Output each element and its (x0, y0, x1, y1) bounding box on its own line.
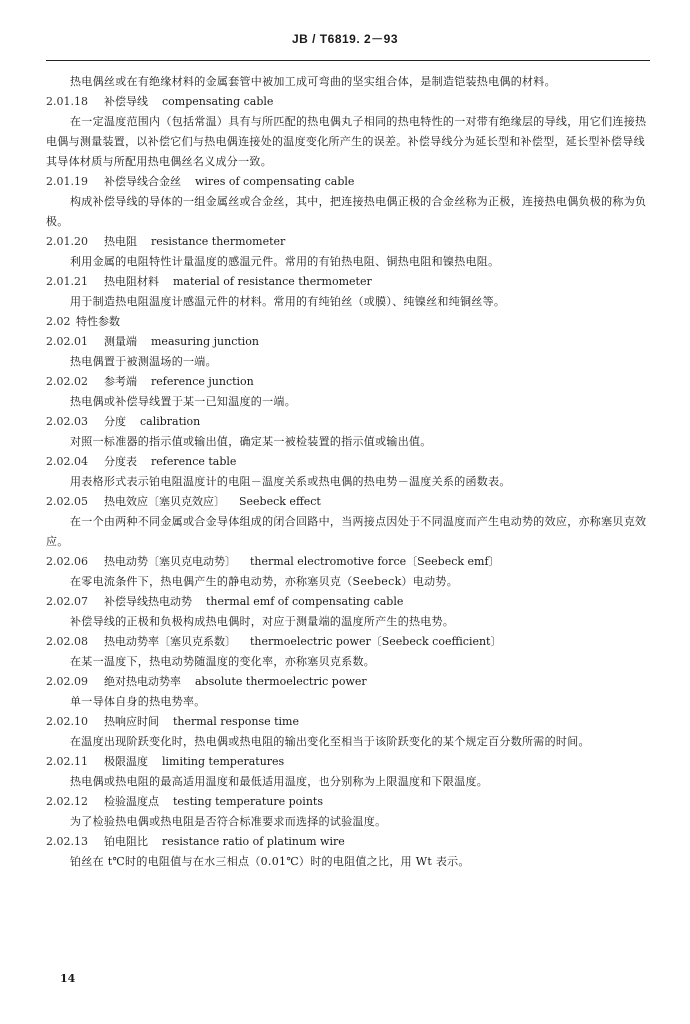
entry-definition: 用表格形式表示铂电阻温度计的电阻－温度关系或热电偶的热电势－温度关系的函数表。 (70, 475, 511, 488)
entry-term-en: material of resistance thermometer (173, 275, 372, 288)
entry-heading (46, 272, 650, 292)
entry-term-en: measuring junction (151, 335, 260, 348)
entry-number: 2.02.09 (46, 675, 88, 688)
entry-term-zh: 极限温度 (104, 755, 148, 768)
entry-term-zh: 热电阻 (104, 235, 137, 248)
section-title: 特性参数 (76, 315, 120, 328)
entry-heading (46, 592, 650, 612)
entry-term-zh: 热响应时间 (104, 715, 159, 728)
entry (46, 792, 650, 832)
entry (46, 372, 650, 412)
entry-number: 2.02.02 (46, 375, 88, 388)
entry-term-en: resistance ratio of platinum wire (162, 835, 345, 848)
entry-definition: 补偿导线的正极和负极构成热电偶时，对应于测量端的温度所产生的热电势。 (70, 615, 455, 628)
entry-number: 2.02.01 (46, 335, 88, 348)
entry-term-zh: 热电效应〔塞贝克效应〕 (104, 495, 225, 508)
header-rule (46, 60, 650, 61)
entry-term-en: reference table (151, 455, 237, 468)
entry (46, 632, 650, 672)
entry (46, 712, 650, 752)
entry-term-zh: 补偿导线 (104, 95, 148, 108)
entry (46, 752, 650, 792)
entry-term-en: absolute thermoelectric power (195, 675, 367, 688)
entry-definition: 铂丝在 t℃时的电阻值与在水三相点（0.01℃）时的电阻值之比，用 Wt 表示。 (70, 855, 470, 868)
entry-heading (46, 492, 650, 512)
entry (46, 592, 650, 632)
entry-term-zh: 参考端 (104, 375, 137, 388)
entry-number: 2.02.08 (46, 635, 88, 648)
entry (46, 172, 650, 232)
entry-definition: 构成补偿导线的导体的一组金属丝或合金丝，其中，把连接热电偶正极的合金丝称为正极，连接热电偶负极的称为负极。 (46, 195, 647, 228)
page-header: JB / T6819. 2－93 (291, 32, 399, 46)
entry (46, 492, 650, 552)
entry-definition: 在一个由两种不同金属或合金导体组成的闭合回路中，当两接点因处于不同温度而产生电动势的效应，亦称塞贝克效应。 (46, 515, 647, 548)
entry (46, 332, 650, 372)
entry-term-zh: 分度 (104, 415, 126, 428)
entry-term-zh: 补偿导线合金丝 (104, 175, 181, 188)
entry-heading (46, 632, 650, 652)
entry-term-zh: 补偿导线热电动势 (104, 595, 192, 608)
entry (46, 92, 650, 172)
entry-number: 2.02.12 (46, 795, 88, 808)
entry-definition: 利用金属的电阻特性计量温度的感温元件。常用的有铂热电阻、铜热电阻和镍热电阻。 (70, 255, 500, 268)
entry-number: 2.02.05 (46, 495, 88, 508)
entry-heading (46, 552, 650, 572)
entry-number: 2.02.13 (46, 835, 88, 848)
section-heading (46, 312, 650, 332)
entry-term-en: limiting temperatures (162, 755, 285, 768)
entry-number: 2.01.18 (46, 95, 88, 108)
page-number: 14 (60, 972, 76, 985)
entry-heading (46, 332, 650, 352)
entry-definition: 热电偶或热电阻的最高适用温度和最低适用温度，也分别称为上限温度和下限温度。 (70, 775, 489, 788)
entry-definition: 用于制造热电阻温度计感温元件的材料。常用的有纯铂丝（或膜）、纯镍丝和纯铜丝等。 (70, 295, 506, 308)
entry-term-zh: 绝对热电动势率 (104, 675, 181, 688)
entry-heading (46, 412, 650, 432)
intro-paragraph: 热电偶丝或在有绝缘材料的金属套管中被加工成可弯曲的坚实组合体，是制造铠装热电偶的材料。 (70, 75, 556, 88)
entry (46, 672, 650, 712)
entry-number: 2.02.07 (46, 595, 88, 608)
entry-heading (46, 752, 650, 772)
entry-term-zh: 热电阻材料 (104, 275, 159, 288)
entry-term-en: thermal emf of compensating cable (206, 595, 404, 608)
entry-number: 2.01.19 (46, 175, 88, 188)
entry-term-en: compensating cable (162, 95, 274, 108)
entry (46, 832, 650, 872)
entry-definition: 在零电流条件下，热电偶产生的静电动势，亦称塞贝克（Seebeck）电动势。 (70, 575, 459, 588)
entry-term-zh: 测量端 (104, 335, 137, 348)
entry-heading (46, 792, 650, 812)
entry-number: 2.02.04 (46, 455, 88, 468)
entry-definition: 热电偶或补偿导线置于某一已知温度的一端。 (70, 395, 296, 408)
entry-term-en: thermal electromotive force〔Seebeck emf〕 (250, 555, 500, 568)
entry-number: 2.02.10 (46, 715, 88, 728)
entry-number: 2.02.06 (46, 555, 88, 568)
entry-heading (46, 712, 650, 732)
entry (46, 452, 650, 492)
entry-term-zh: 热电动势〔塞贝克电动势〕 (104, 555, 236, 568)
entry-definition: 为了检验热电偶或热电阻是否符合标准要求而选择的试验温度。 (70, 815, 387, 828)
entry-term-en: thermal response time (173, 715, 299, 728)
entry-heading (46, 172, 650, 192)
entry-number: 2.01.20 (46, 235, 88, 248)
entry-number: 2.02.03 (46, 415, 88, 428)
entry-term-zh: 检验温度点 (104, 795, 159, 808)
entry-term-zh: 铂电阻比 (104, 835, 148, 848)
document-body (46, 72, 650, 872)
entry-definition: 对照一标准器的指示值或输出值，确定某一被检装置的指示值或输出值。 (70, 435, 432, 448)
entry-number: 2.02.11 (46, 755, 88, 768)
entry-definition: 在温度出现阶跃变化时，热电偶或热电阻的输出变化至相当于该阶跃变化的某个规定百分数所需的时间。 (70, 735, 590, 748)
entry-definition: 单一导体自身的热电势率。 (70, 695, 206, 708)
entry-heading (46, 372, 650, 392)
entry-heading (46, 452, 650, 472)
entry-term-en: Seebeck effect (239, 495, 321, 508)
entry (46, 232, 650, 272)
entry-term-en: calibration (140, 415, 201, 428)
entry-term-zh: 分度表 (104, 455, 137, 468)
entry (46, 552, 650, 592)
entry-definition: 热电偶置于被测温场的一端。 (70, 355, 217, 368)
entry-term-en: thermoelectric power〔Seebeck coefficient〕 (250, 635, 502, 648)
entry-term-en: wires of compensating cable (195, 175, 355, 188)
entry-term-en: resistance thermometer (151, 235, 286, 248)
entry-number: 2.01.21 (46, 275, 88, 288)
entry-heading (46, 832, 650, 852)
entry (46, 412, 650, 452)
entry-definition: 在一定温度范围内（包括常温）具有与所匹配的热电偶丸子相同的热电特性的一对带有绝缘层的导线，用它们连接热电偶与测量装置，以补偿它们与热电偶连接处的温度变化所产生的误差。补偿导线分为延长型和补偿型，延长型补偿导线其导体材质与所配用热电偶丝名义成分一致。 (46, 115, 647, 168)
section-number: 2.02 (46, 315, 71, 328)
entry-term-en: testing temperature points (173, 795, 323, 808)
entry-term-en: reference junction (151, 375, 254, 388)
entry-heading (46, 92, 650, 112)
entry-definition: 在某一温度下，热电动势随温度的变化率，亦称塞贝克系数。 (70, 655, 376, 668)
entry-heading (46, 672, 650, 692)
entry-heading (46, 232, 650, 252)
entry-term-zh: 热电动势率〔塞贝克系数〕 (104, 635, 236, 648)
entry (46, 272, 650, 312)
